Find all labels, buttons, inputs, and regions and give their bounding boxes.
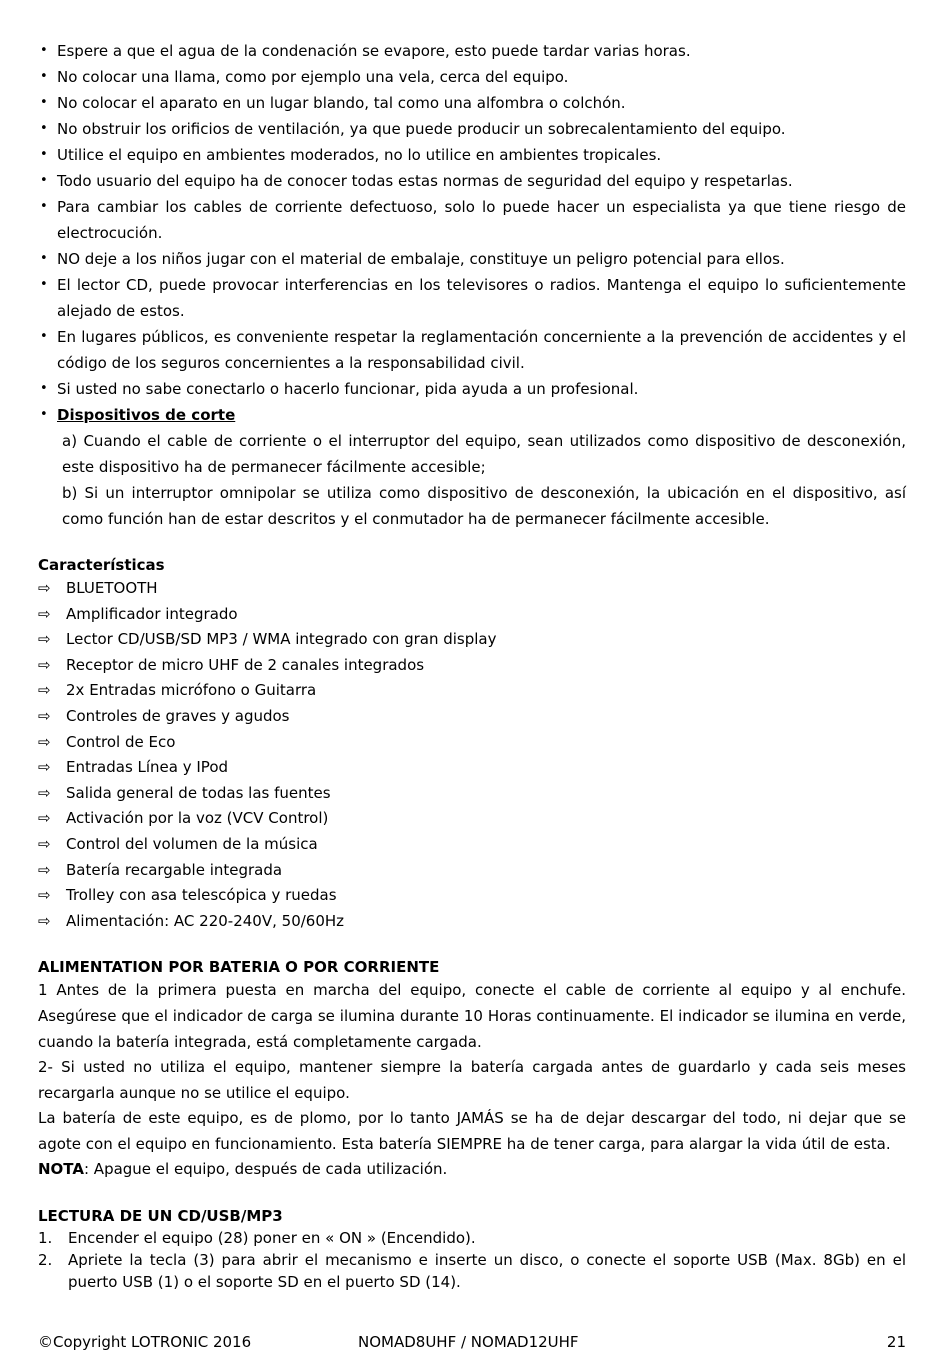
feature-item: ⇨ Trolley con asa telescópica y ruedas [38, 883, 906, 909]
feature-item: ⇨ 2x Entradas micrófono o Guitarra [38, 678, 906, 704]
arrow-right-icon: ⇨ [38, 860, 51, 879]
safety-bullet: • No colocar una llama, como por ejemplo una vela, cerca del equipo. [38, 64, 906, 90]
feature-item: ⇨ Activación por la voz (VCV Control) [38, 806, 906, 832]
safety-bullet: • NO deje a los niños jugar con el material de embalaje, constituye un peligro potencial para ellos. [38, 246, 906, 272]
power-paragraph-1: 1 Antes de la primera puesta en marcha del equipo, conecte el cable de corriente al equipo y al enchufe. Asegúrese que el indicador de carga se ilumina durante 10 Horas continuamente. El indicador se ilumina en verde, cuando la batería integrada, está completamente cargada. [38, 981, 906, 1051]
feature-item: ⇨ Control del volumen de la música [38, 832, 906, 858]
power-paragraph-2: 2- Si usted no utiliza el equipo, mantener siempre la batería cargada antes de guardarlo y cada seis meses recargarla aunque no se utilice el equipo. [38, 1058, 906, 1102]
safety-bullet: • En lugares públicos, es conveniente respetar la reglamentación concerniente a la prevención de accidentes y el código de los seguros concernientes a la responsabilidad civil. [38, 324, 906, 376]
cutoff-item-b: b) Si un interruptor omnipolar se utiliza como dispositivo de desconexión, la ubicación en el dispositivo, así como función han de estar descritos y el conmutador ha de permanecer fácilmente accesible. [62, 484, 906, 528]
arrow-right-icon: ⇨ [38, 681, 51, 700]
bullet-icon: • [40, 329, 48, 344]
bullet-icon: • [40, 95, 48, 110]
feature-item: ⇨ Batería recargable integrada [38, 858, 906, 884]
safety-bullet: • Utilice el equipo en ambientes moderados, no lo utilice en ambientes tropicales. [38, 142, 906, 168]
arrow-right-icon: ⇨ [38, 911, 51, 930]
bullet-icon: • [40, 251, 48, 266]
feature-item: ⇨ Amplificador integrado [38, 602, 906, 628]
feature-item: ⇨ Control de Eco [38, 730, 906, 756]
safety-bullet-list [38, 38, 906, 532]
reading-steps [38, 1227, 906, 1293]
page-footer [38, 1331, 906, 1353]
reading-title: LECTURA DE UN CD/USB/MP3 [38, 1207, 283, 1226]
power-paragraph-3: La batería de este equipo, es de plomo, por lo tanto JAMÁS se ha de dejar descargar del todo, ni dejar que se agote con el equipo en funcionamiento. Esta batería SIEMPRE ha de tener carga, para alargar la vida útil de esta. [38, 1109, 906, 1153]
feature-item: ⇨ Salida general de todas las fuentes [38, 781, 906, 807]
footer-page-number: 21 [886, 1333, 906, 1351]
reading-step: 1. Encender el equipo (28) poner en « ON » (Encendido). [38, 1229, 476, 1248]
arrow-right-icon: ⇨ [38, 732, 51, 751]
arrow-right-icon: ⇨ [38, 809, 51, 828]
feature-item: ⇨ BLUETOOTH [38, 576, 906, 602]
features-title: Características [38, 556, 165, 574]
arrow-right-icon: ⇨ [38, 758, 51, 777]
safety-bullet: • No obstruir los orificios de ventilación, ya que puede producir un sobrecalentamiento del equipo. [38, 116, 906, 142]
bullet-icon: • [40, 173, 48, 188]
safety-bullet: • Todo usuario del equipo ha de conocer todas estas normas de seguridad del equipo y respetarlas. [38, 168, 906, 194]
feature-item: ⇨ Controles de graves y agudos [38, 704, 906, 730]
document-page [38, 38, 906, 1293]
arrow-right-icon: ⇨ [38, 706, 51, 725]
bullet-icon: • [40, 147, 48, 162]
footer-copyright: ©Copyright LOTRONIC 2016 [38, 1333, 252, 1351]
arrow-right-icon: ⇨ [38, 655, 51, 674]
reading-step: 2. Apriete la tecla (3) para abrir el mecanismo e inserte un disco, o conecte el soporte USB (Max. 8Gb) en el puerto USB (1) o el soporte SD en el puerto SD (14). [38, 1251, 906, 1292]
safety-bullet: • Espere a que el agua de la condenación se evapore, esto puede tardar varias horas. [38, 38, 906, 64]
feature-item: ⇨ Lector CD/USB/SD MP3 / WMA integrado con gran display [38, 627, 906, 653]
features-list [38, 576, 906, 934]
power-note [38, 1157, 906, 1183]
safety-bullet: • Para cambiar los cables de corriente defectuoso, solo lo puede hacer un especialista ya que tiene riesgo de electrocución. [38, 194, 906, 246]
note-label: NOTA [38, 1160, 84, 1179]
safety-bullet: • El lector CD, puede provocar interferencias en los televisores o radios. Mantenga el equipo lo suficientemente alejado de estos. [38, 272, 906, 324]
arrow-right-icon: ⇨ [38, 834, 51, 853]
bullet-icon: • [40, 69, 48, 84]
feature-item: ⇨ Alimentación: AC 220-240V, 50/60Hz [38, 909, 906, 935]
bullet-icon: • [40, 121, 48, 136]
safety-bullet: • No colocar el aparato en un lugar blando, tal como una alfombra o colchón. [38, 90, 906, 116]
note-text: : Apague el equipo, después de cada utilización. [83, 1160, 448, 1179]
arrow-right-icon: ⇨ [38, 886, 51, 905]
power-title: ALIMENTATION POR BATERIA O POR CORRIENTE [38, 958, 440, 977]
arrow-right-icon: ⇨ [38, 579, 51, 597]
arrow-right-icon: ⇨ [38, 604, 51, 623]
cutoff-title: Dispositivos de corte [57, 406, 236, 424]
feature-item: ⇨ Receptor de micro UHF de 2 canales integrados [38, 653, 906, 679]
bullet-icon: • [40, 407, 48, 422]
safety-bullet: • Si usted no sabe conectarlo o hacerlo funcionar, pida ayuda a un profesional. [38, 376, 906, 402]
feature-item: ⇨ Entradas Línea y IPod [38, 755, 906, 781]
bullet-icon: • [40, 381, 48, 396]
arrow-right-icon: ⇨ [38, 783, 51, 802]
arrow-right-icon: ⇨ [38, 630, 51, 649]
safety-bullet-cutoff [38, 402, 906, 532]
bullet-icon: • [40, 43, 48, 58]
footer-model: NOMAD8UHF / NOMAD12UHF [358, 1333, 579, 1351]
cutoff-item-a: a) Cuando el cable de corriente o el interruptor del equipo, sean utilizados como dispositivo de desconexión, este dispositivo ha de permanecer fácilmente accesible; [62, 432, 906, 476]
bullet-icon: • [40, 199, 48, 214]
bullet-icon: • [40, 277, 48, 292]
